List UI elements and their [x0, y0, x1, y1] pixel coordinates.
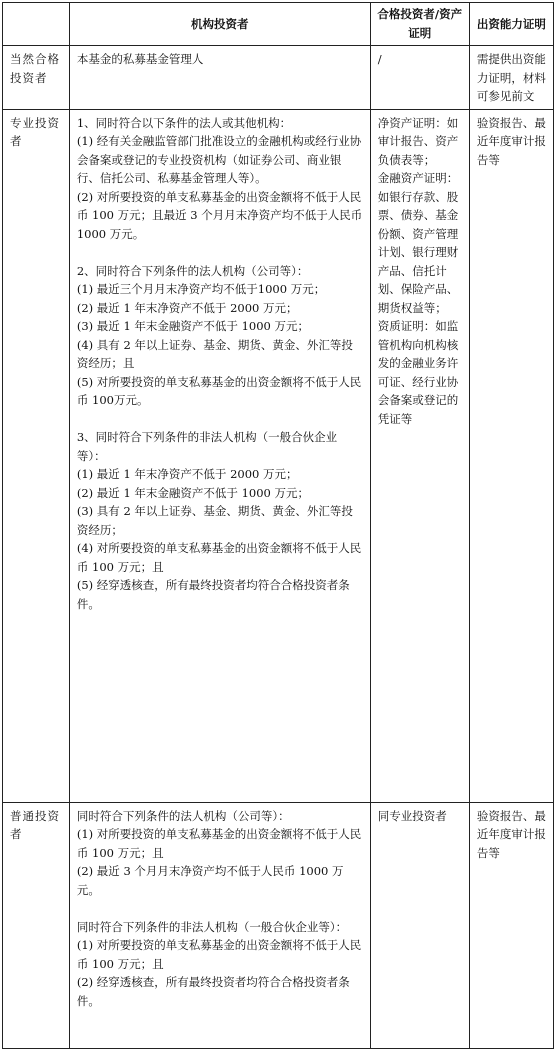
criteria-line: (3) 最近 1 年末金融资产不低于 1000 万元；	[76, 319, 309, 333]
asset-proof-line: 资质证明：如监管机构向机构核发的金融业务许可证、经行业协会备案或登记的凭证等	[377, 319, 459, 426]
criteria-cell	[69, 802, 370, 1048]
capital-proof-line: 验资报告、最近年度审计报告等	[476, 115, 546, 167]
capital-proof-line: 需提供出资能力证明，材料可参见前文	[476, 52, 546, 103]
criteria-line: (2) 对所要投资的单支私募基金的出资金额将不低于人民币 100 万元；且最近 3 个月月末净资产均不低于人民币 1000 万元。	[76, 189, 363, 241]
document-page	[0, 2, 556, 1044]
criteria-line: (1) 对所要投资的单支私募基金的出资金额将不低于人民币 100 万元；且	[76, 938, 362, 971]
criteria-cell	[69, 109, 370, 802]
criteria-line: (2) 最近 1 年末净资产不低于 2000 万元；	[76, 300, 298, 315]
criteria-line: (2) 最近 1 年末金融资产不低于 1000 万元；	[76, 485, 309, 500]
criteria-line: 本基金的私募基金管理人	[76, 52, 204, 66]
investor-category: 当然合格投资者	[3, 46, 70, 110]
header-category	[3, 3, 70, 46]
header-asset-proof: 合格投资者/资产证明	[370, 3, 469, 46]
criteria-line: 同时符合下列条件的非法人机构（一般合伙企业等）：	[76, 919, 348, 934]
capital-proof-cell	[469, 802, 553, 1048]
criteria-line: (5) 对所要投资的单支私募基金的出资金额将不低于人民币 100万元。	[76, 374, 362, 407]
header-institutional-investor: 机构投资者	[69, 3, 370, 46]
criteria-line: (3) 具有 2 年以上证券、基金、期货、黄金、外汇等投资经历；	[76, 504, 353, 537]
asset-proof-line: 净资产证明：如审计报告、资产负债表等；	[377, 115, 459, 167]
row-professional-investor	[3, 109, 554, 802]
criteria-line: 3、同时符合下列条件的非法人机构（一般合伙企业等）：	[76, 430, 338, 463]
paragraph-gap	[77, 243, 364, 262]
asset-proof-line: 同专业投资者	[377, 808, 447, 823]
investor-category: 普通投资者	[3, 802, 70, 1048]
criteria-cell	[69, 46, 370, 110]
asset-proof-cell	[370, 109, 469, 802]
criteria-line: 1、同时符合以下条件的法人或其他机构：	[76, 115, 292, 130]
criteria-line: (1) 最近 1 年末净资产不低于 2000 万元；	[76, 467, 298, 481]
criteria-line: (1) 经有关金融监管部门批准设立的金融机构或经行业协会备案或登记的专业投资机构（如证券公司、商业银行、信托公司、私募基金管理人等）。	[76, 134, 362, 185]
investor-requirements-table	[2, 2, 554, 1049]
criteria-line: (5) 经穿透核查，所有最终投资者均符合合格投资者条件。	[76, 578, 350, 611]
criteria-line: (1) 最近三个月月末净资产均不低于1000 万元；	[76, 282, 326, 296]
paragraph-gap	[77, 410, 364, 429]
criteria-line: 同时符合下列条件的法人机构（公司等）：	[76, 808, 290, 823]
investor-category: 专业投资者	[3, 109, 70, 802]
criteria-line: (2) 最近 3 个月月末净资产均不低于人民币 1000 万元。	[76, 864, 344, 897]
criteria-line: (4) 具有 2 年以上证券、基金、期货、黄金、外汇等投资经历；且	[76, 337, 353, 370]
row-qualified-by-default	[3, 46, 554, 110]
capital-proof-cell	[469, 46, 553, 110]
criteria-line: (1) 对所要投资的单支私募基金的出资金额将不低于人民币 100 万元；且	[76, 827, 362, 860]
paragraph-gap	[77, 899, 364, 918]
asset-proof-cell	[370, 802, 469, 1048]
row-general-investor	[3, 802, 554, 1048]
criteria-line: (4) 对所要投资的单支私募基金的出资金额将不低于人民币 100 万元；且	[76, 541, 362, 574]
table-header-row	[3, 3, 554, 46]
criteria-line: (2) 经穿透核查，所有最终投资者均符合合格投资者条件。	[76, 975, 350, 1008]
asset-proof-line: 金融资产证明：如银行存款、股票、债券、基金份额、资产管理计划、银行理财产品、信托计划、保险产品、期货权益等；	[377, 171, 459, 315]
criteria-line: 2、同时符合下列条件的法人机构（公司等）：	[76, 263, 309, 278]
capital-proof-cell	[469, 109, 553, 802]
capital-proof-line: 验资报告、最近年度审计报告等	[476, 808, 546, 860]
header-capital-proof: 出资能力证明	[469, 3, 553, 46]
asset-proof-line: /	[377, 52, 382, 66]
asset-proof-cell	[370, 46, 469, 110]
